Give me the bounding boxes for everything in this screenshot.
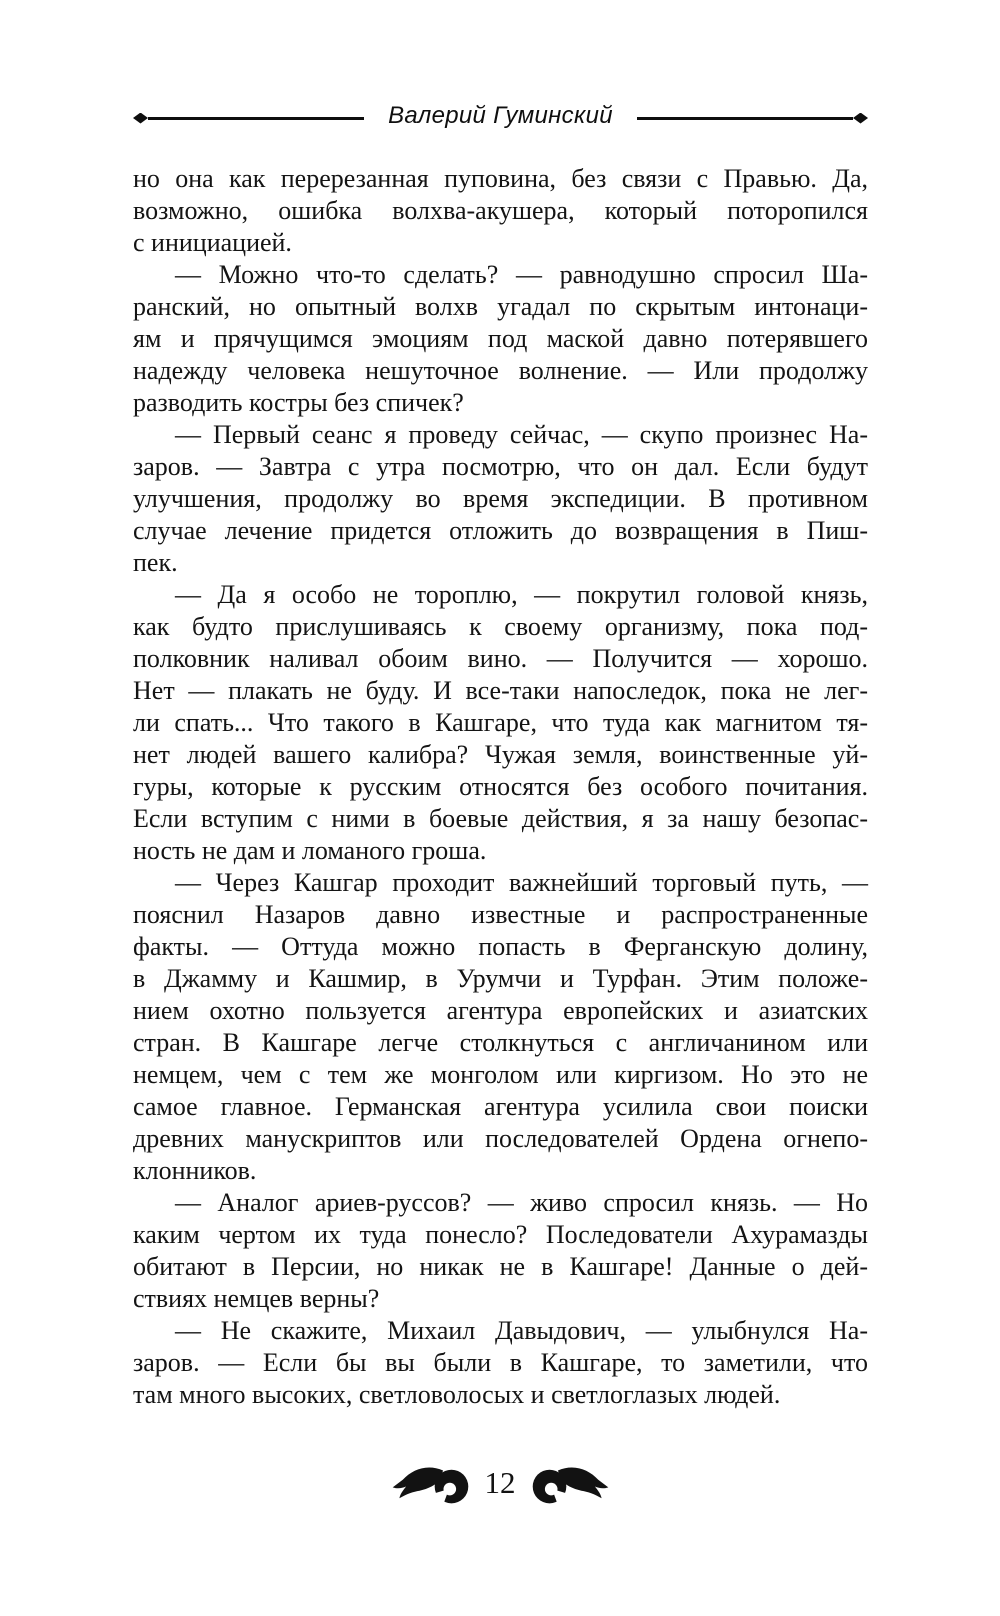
text-line: — Не скажите, Михаил Давыдович, — улыбнулся На- xyxy=(175,1316,868,1345)
page-number: 12 xyxy=(484,1464,516,1500)
text-line: обитают в Персии, но никак не в Кашгаре! Данные о дей- xyxy=(133,1252,868,1281)
text-line: Нет — плакать не буду. И все-таки напоследок, пока не лег- xyxy=(133,676,868,705)
text-line: самое главное. Германская агентура усилила свои поиски xyxy=(133,1092,868,1121)
text-line: факты. — Оттуда можно попасть в Ферганскую долину, xyxy=(133,932,868,961)
page-text xyxy=(133,163,868,1411)
text-line: — Да я особо не тороплю, — покрутил головой князь, xyxy=(175,580,868,609)
text-line: ям и прячущимся эмоциям под маской давно потерявшего xyxy=(133,324,868,353)
text-line: пояснил Назаров давно известные и распространенные xyxy=(133,900,868,929)
text-line: — Через Кашгар проходит важнейший торговый путь, — xyxy=(175,868,868,897)
text-line: в Джамму и Кашмир, в Урумчи и Турфан. Этим положе- xyxy=(133,964,868,993)
flourish-right-icon xyxy=(526,1462,610,1506)
text-line: ранский, но опытный волхв угадал по скрытым интонаци- xyxy=(133,292,868,321)
text-line: разводить костры без спичек? xyxy=(133,388,464,417)
text-line: там много высоких, светловолосых и светлоглазых людей. xyxy=(133,1380,781,1409)
text-line: каким чертом их туда понесло? Последователи Ахурамазды xyxy=(133,1220,868,1249)
text-line: ность не дам и ломаного гроша. xyxy=(133,836,487,865)
page-footer xyxy=(0,1462,1000,1506)
text-line: Если вступим с ними в боевые действия, я за нашу безопас- xyxy=(133,804,868,833)
running-head xyxy=(133,103,868,133)
paragraph xyxy=(133,1315,868,1411)
text-line: полковник наливал обоим вино. — Получится — хорошо. xyxy=(133,644,868,673)
text-line: надежду человека нешуточное волнение. — Или продолжу xyxy=(133,356,868,385)
text-line: клонников. xyxy=(133,1156,257,1185)
text-line: как будто прислушиваясь к своему организму, пока под- xyxy=(133,612,868,641)
text-line: нет людей вашего калибра? Чужая земля, воинственные уй- xyxy=(133,740,868,769)
flourish-left-icon xyxy=(391,1462,475,1506)
text-line: заров. — Если бы вы были в Кашгаре, то заметили, что xyxy=(133,1348,868,1377)
text-line: немцем, чем с тем же монголом или киргизом. Но это не xyxy=(133,1060,868,1089)
text-line: с инициацией. xyxy=(133,228,292,257)
text-line: случае лечение придется отложить до возвращения в Пиш- xyxy=(133,516,868,545)
header-rule-right xyxy=(637,117,853,120)
text-line: — Можно что-то сделать? — равнодушно спросил Ша- xyxy=(175,260,868,289)
text-line: гуры, которые к русским относятся без особого почитания. xyxy=(133,772,868,801)
paragraph xyxy=(133,1187,868,1315)
diamond-left-icon xyxy=(133,113,148,124)
paragraph xyxy=(133,867,868,1187)
text-line: но она как перерезанная пуповина, без связи с Правью. Да, xyxy=(133,164,868,193)
text-line: ли спать... Что такого в Кашгаре, что туда как магнитом тя- xyxy=(133,708,868,737)
text-line: возможно, ошибка волхва-акушера, который поторопился xyxy=(133,196,868,225)
text-line: древних манускриптов или последователей Ордена огнепо- xyxy=(133,1124,868,1153)
text-line: — Первый сеанс я проведу сейчас, — скупо произнес На- xyxy=(175,420,868,449)
paragraph xyxy=(133,419,868,579)
text-line: улучшения, продолжу во время экспедиции. В противном xyxy=(133,484,868,513)
header-rule-left xyxy=(148,117,364,120)
text-line: ствиях немцев верны? xyxy=(133,1284,380,1313)
text-line: нием охотно пользуется агентура европейских и азиатских xyxy=(133,996,868,1025)
running-head-author: Валерий Гуминский xyxy=(388,102,613,129)
text-line: — Аналог ариев-руссов? — живо спросил князь. — Но xyxy=(175,1188,868,1217)
text-line: стран. В Кашгаре легче столкнуться с англичанином или xyxy=(133,1028,868,1057)
text-line: заров. — Завтра с утра посмотрю, что он дал. Если будут xyxy=(133,452,868,481)
paragraph xyxy=(133,259,868,419)
paragraph xyxy=(133,163,868,259)
paragraph xyxy=(133,579,868,867)
text-line: пек. xyxy=(133,548,178,577)
diamond-right-icon xyxy=(853,113,868,124)
